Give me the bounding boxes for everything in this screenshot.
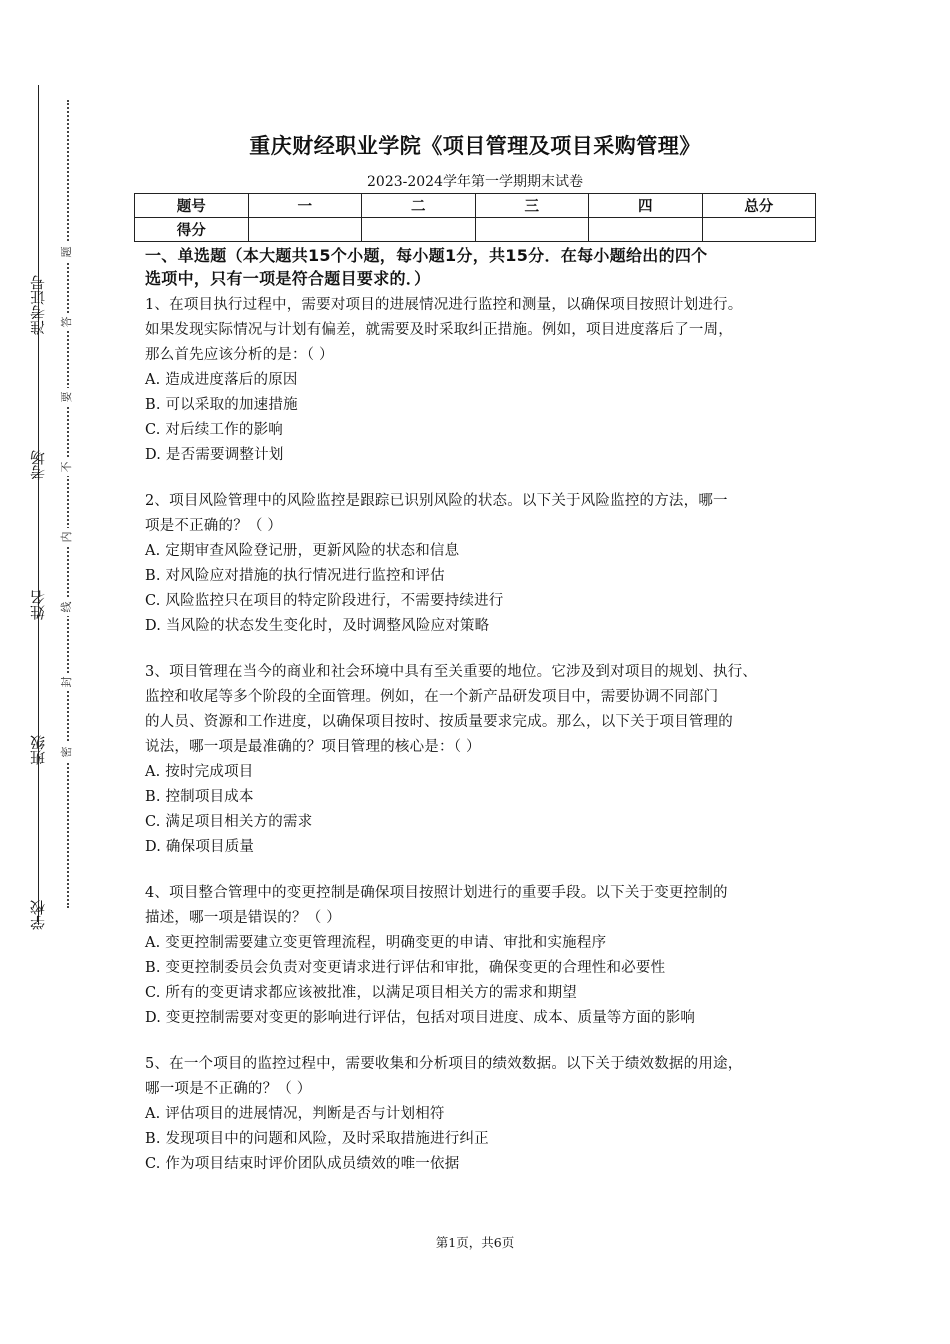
score-header-cell: 总分 bbox=[702, 194, 816, 218]
score-table bbox=[134, 193, 816, 242]
exam-number-label: 准考证号 bbox=[29, 275, 47, 335]
option-d: D. 变更控制需要对变更的影响进行评估，包括对项目进度、成本、质量等方面的影响 bbox=[145, 1010, 696, 1026]
seal-char: 密 bbox=[58, 743, 76, 761]
option-a: A. 按时完成项目 bbox=[145, 764, 254, 780]
question-5 bbox=[145, 1052, 825, 1177]
seal-char: 线 bbox=[58, 598, 76, 616]
section-heading-line: 一、单选题（本大题共15个小题，每小题1分，共15分．在每小题给出的四个 bbox=[145, 246, 708, 265]
question-4 bbox=[145, 881, 825, 1031]
question-stem-line: 监控和收尾等多个阶段的全面管理。例如，在一个新产品研发项目中，需要协调不同部门 bbox=[145, 689, 719, 705]
name-label: 姓名 bbox=[29, 590, 47, 620]
option-d: D. 当风险的状态发生变化时，及时调整风险应对策略 bbox=[145, 618, 490, 634]
score-cell bbox=[362, 218, 476, 242]
option-b: B. 可以采取的加速措施 bbox=[145, 397, 298, 413]
score-cell bbox=[475, 218, 589, 242]
exam-title: 重庆财经职业学院《项目管理及项目采购管理》 bbox=[249, 134, 701, 158]
question-stem-line: 哪一项是不正确的？（ ） bbox=[145, 1081, 312, 1097]
option-c: C. 满足项目相关方的需求 bbox=[145, 814, 313, 830]
score-row-label: 得分 bbox=[135, 218, 249, 242]
score-header-cell: 题号 bbox=[135, 194, 249, 218]
option-a: A. 评估项目的进展情况，判断是否与计划相符 bbox=[145, 1106, 445, 1122]
exam-room-label: 考场 bbox=[29, 450, 47, 480]
seal-char: 封 bbox=[58, 673, 76, 691]
question-stem-line: 5、在一个项目的监控过程中，需要收集和分析项目的绩效数据。以下关于绩效数据的用途， bbox=[145, 1056, 743, 1072]
exam-content bbox=[145, 244, 825, 1198]
score-cell bbox=[589, 218, 703, 242]
question-stem-line: 2、项目风险管理中的风险监控是跟踪已识别风险的状态。以下关于风险监控的方法，哪一 bbox=[145, 493, 728, 509]
question-stem-line: 说法，哪一项是最准确的？项目管理的核心是：（ ） bbox=[145, 739, 481, 755]
seal-char: 要 bbox=[58, 388, 76, 406]
question-stem-line: 3、项目管理在当今的商业和社会环境中具有至关重要的地位。它涉及到对项目的规划、执行、 bbox=[145, 664, 758, 680]
score-header-cell: 一 bbox=[248, 194, 362, 218]
score-header-cell: 三 bbox=[475, 194, 589, 218]
score-header-cell: 四 bbox=[589, 194, 703, 218]
class-label: 班级 bbox=[29, 735, 47, 765]
section-heading bbox=[145, 244, 825, 290]
option-a: A. 造成进度落后的原因 bbox=[145, 372, 298, 388]
option-b: B. 变更控制委员会负责对变更请求进行评估和审批，确保变更的合理性和必要性 bbox=[145, 960, 666, 976]
school-label: 学校 bbox=[29, 900, 47, 930]
seal-char: 不 bbox=[58, 458, 76, 476]
question-stem-line: 项是不正确的？（ ） bbox=[145, 518, 283, 534]
option-b: B. 控制项目成本 bbox=[145, 789, 254, 805]
seal-char: 答 bbox=[58, 313, 76, 331]
score-cell bbox=[702, 218, 816, 242]
option-c: C. 作为项目结束时评价团队成员绩效的唯一依据 bbox=[145, 1156, 460, 1172]
binding-line bbox=[38, 85, 39, 925]
option-c: C. 风险监控只在项目的特定阶段进行，不需要持续进行 bbox=[145, 593, 504, 609]
option-b: B. 发现项目中的问题和风险，及时采取措施进行纠正 bbox=[145, 1131, 489, 1147]
seal-char: 题 bbox=[58, 243, 76, 261]
score-table-score-row bbox=[135, 218, 816, 242]
option-d: D. 确保项目质量 bbox=[145, 839, 255, 855]
question-stem-line: 4、项目整合管理中的变更控制是确保项目按照计划进行的重要手段。以下关于变更控制的 bbox=[145, 885, 728, 901]
option-a: A. 变更控制需要建立变更管理流程，明确变更的申请、审批和实施程序 bbox=[145, 935, 607, 951]
question-stem-line: 1、在项目执行过程中，需要对项目的进展情况进行监控和测量，以确保项目按照计划进行。 bbox=[145, 297, 743, 313]
question-stem-line: 那么首先应该分析的是：（ ） bbox=[145, 347, 334, 363]
question-1 bbox=[145, 293, 825, 468]
score-cell bbox=[248, 218, 362, 242]
option-c: C. 对后续工作的影响 bbox=[145, 422, 283, 438]
option-c: C. 所有的变更请求都应该被批准，以满足项目相关方的需求和期望 bbox=[145, 985, 577, 1001]
exam-subtitle: 2023-2024学年第一学期期末试卷 bbox=[367, 174, 583, 190]
question-stem-line: 的人员、资源和工作进度，以确保项目按时、按质量要求完成。那么，以下关于项目管理的 bbox=[145, 714, 733, 730]
option-d: D. 是否需要调整计划 bbox=[145, 447, 284, 463]
question-stem-line: 如果发现实际情况与计划有偏差，就需要及时采取纠正措施。例如，项目进度落后了一周， bbox=[145, 322, 733, 338]
option-a: A. 定期审查风险登记册，更新风险的状态和信息 bbox=[145, 543, 460, 559]
seal-char: 内 bbox=[58, 528, 76, 546]
option-b: B. 对风险应对措施的执行情况进行监控和评估 bbox=[145, 568, 445, 584]
score-header-cell: 二 bbox=[362, 194, 476, 218]
section-heading-line: 选项中，只有一项是符合题目要求的．） bbox=[145, 269, 431, 288]
score-table-header-row bbox=[135, 194, 816, 218]
question-2 bbox=[145, 489, 825, 639]
question-3 bbox=[145, 660, 825, 860]
question-stem-line: 描述，哪一项是错误的？（ ） bbox=[145, 910, 341, 926]
page-number: 第1页，共6页 bbox=[435, 1235, 515, 1250]
seal-dotted-line bbox=[67, 100, 69, 908]
